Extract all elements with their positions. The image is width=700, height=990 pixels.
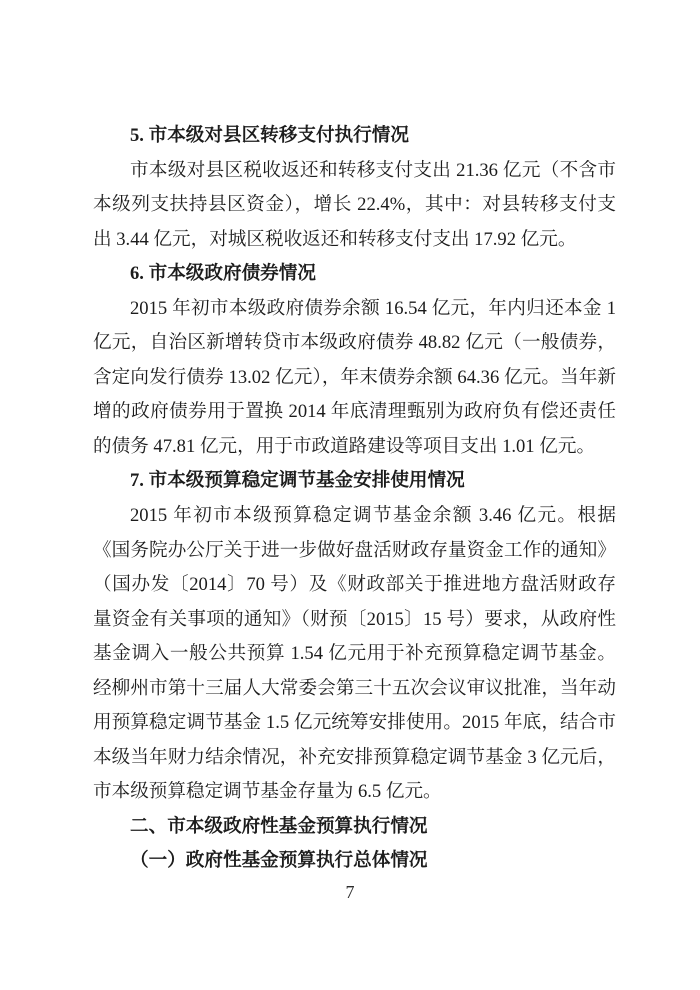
document-body [93, 119, 616, 879]
section-7-heading: 7. 市本级预算稳定调节基金安排使用情况 [130, 470, 465, 492]
section-5-paragraph: 市本级对县区税收返还和转移支付支出 21.36 亿元（不含市本级列支扶持县区资金），增长 22.4%，其中：对县转移支付支出 3.44 亿元，对城区税收返还和转移支付支出 17.92 亿元。 [93, 159, 616, 250]
section-7-paragraph: 2015 年初市本级预算稳定调节基金余额 3.46 亿元。根据《国务院办公厅关于进一步做好盘活财政存量资金工作的通知》（国办发〔2014〕70 号）及《财政部关于推进地方盘活财政存量资金有关事项的通知》（财预〔2015〕15 号）要求，从政府性基金调入一般公共预算 1.54 亿元用于补充预算稳定调节基金。经柳州市第十三届人大常委会第三十五次会议审议批准，当年动用预算稳定调节基金 1.5 亿元统筹安排使用。2015 年底，结合市本级当年财力结余情况，补充安排预算稳定调节基金 3 亿元后，市本级预算稳定调节基金存量为 6.5 亿元。 [93, 505, 616, 803]
section-6-paragraph: 2015 年初市本级政府债券余额 16.54 亿元，年内归还本金 1 亿元，自治区新增转贷市本级政府债券 48.82 亿元（一般债券，含定向发行债券 13.02 亿元），年末债券余额 64.36 亿元。当年新增的政府债券用于置换 2014 年底清理甄别为政府负有偿还责任的债务 47.81 亿元，用于市政道路建设等项目支出 1.01 亿元。 [93, 297, 616, 457]
page-number: 7 [345, 882, 355, 902]
section-6-heading: 6. 市本级政府债券情况 [130, 263, 316, 285]
chapter-2-heading: 二、市本级政府性基金预算执行情况 [130, 815, 428, 837]
chapter-2-subsection-1-heading: （一）政府性基金预算执行总体情况 [130, 850, 428, 872]
section-5-heading: 5. 市本级对县区转移支付执行情况 [130, 125, 409, 146]
